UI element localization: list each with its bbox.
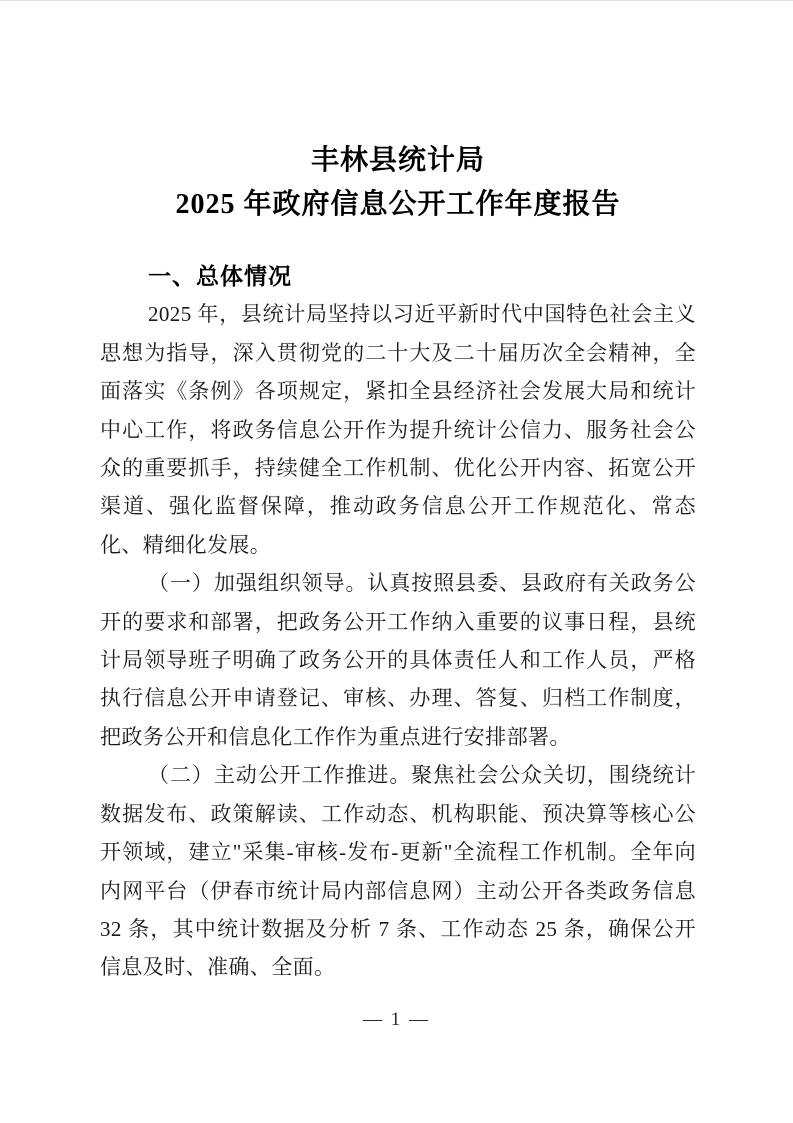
paragraph-organizational-leadership: （一）加强组织领导。认真按照县委、县政府有关政务公开的要求和部署，把政务公开工作纳入重要的议事日程，县统计局领导班子明确了政务公开的具体责任人和工作人员，严格执行信息公开申请登记、审核、办理、答复、归档工作制度，把政务公开和信息化工作作为重点进行安排部署。	[100, 571, 696, 749]
document-content	[100, 139, 696, 987]
document-title-line1: 丰林县统计局	[310, 145, 485, 176]
section-heading-overall-situation: 一、总体情况	[148, 263, 292, 289]
page-number: — 1 —	[363, 1009, 430, 1030]
document-title-line2: 2025 年政府信息公开工作年度报告	[175, 189, 621, 220]
paragraph-overview: 2025 年，县统计局坚持以习近平新时代中国特色社会主义思想为指导，深入贯彻党的二十大及二十届历次全会精神，全面落实《条例》各项规定，紧扣全县经济社会发展大局和统计中心工作，将政务信息公开作为提升统计公信力、服务社会公众的重要抓手，持续健全工作机制、优化公开内容、拓宽公开渠道、强化监督保障，推动政务信息公开工作规范化、常态化、精细化发展。	[100, 302, 696, 557]
paragraph-proactive-disclosure: （二）主动公开工作推进。聚焦社会公众关切，围绕统计数据发布、政策解读、工作动态、机构职能、预决算等核心公开领域，建立"采集-审核-发布-更新"全流程工作机制。全年向内网平台（伊春市统计局内部信息网）主动公开各类政务信息 32 条，其中统计数据及分析 7 条、工作动态 25 条，确保公开信息及时、准确、全面。	[100, 763, 696, 980]
